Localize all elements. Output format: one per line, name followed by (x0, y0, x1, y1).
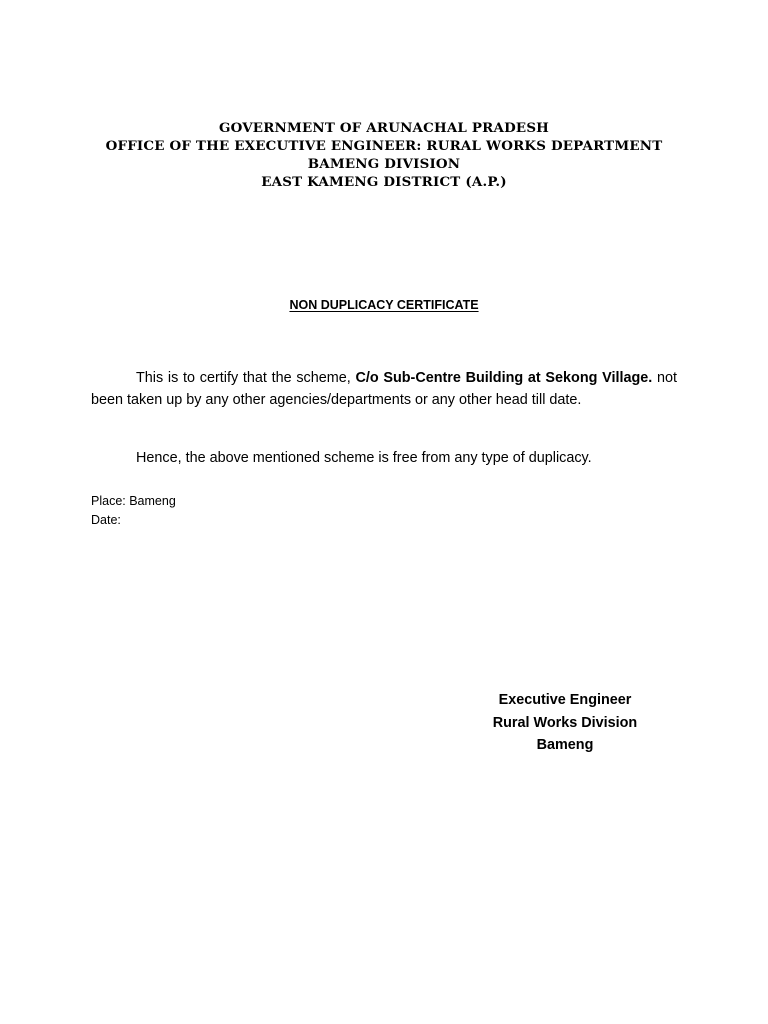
letterhead-division: BAMENG DIVISION (307, 156, 461, 172)
date-label: Date: (91, 513, 121, 527)
certification-paragraph (91, 367, 677, 411)
scheme-name: C/o Sub-Centre Building at Sekong Village. (355, 370, 653, 386)
letterhead-office: OFFICE OF THE EXECUTIVE ENGINEER: RURAL WORKS DEPARTMENT (105, 138, 663, 154)
signatory-division: Rural Works Division (492, 714, 638, 731)
signatory-title: Executive Engineer (498, 692, 632, 708)
letterhead-government: GOVERNMENT OF ARUNACHAL PRADESH (218, 120, 550, 136)
letterhead (0, 119, 768, 191)
certification-prefix: This is to certify that the scheme, (136, 370, 356, 386)
certification-suffix: not been taken up by any other agencies/departments or any other head till date. (91, 370, 677, 408)
letterhead-district: EAST KAMENG DISTRICT (A.P.) (261, 174, 507, 190)
signatory-location: Bameng (536, 737, 594, 753)
signature-block (465, 689, 665, 757)
certificate-title: NON DUPLICACY CERTIFICATE (289, 298, 479, 312)
place-label: Place: Bameng (91, 494, 176, 508)
place-date-block (91, 492, 176, 530)
conclusion-paragraph: Hence, the above mentioned scheme is free from any type of duplicacy. (136, 450, 592, 466)
